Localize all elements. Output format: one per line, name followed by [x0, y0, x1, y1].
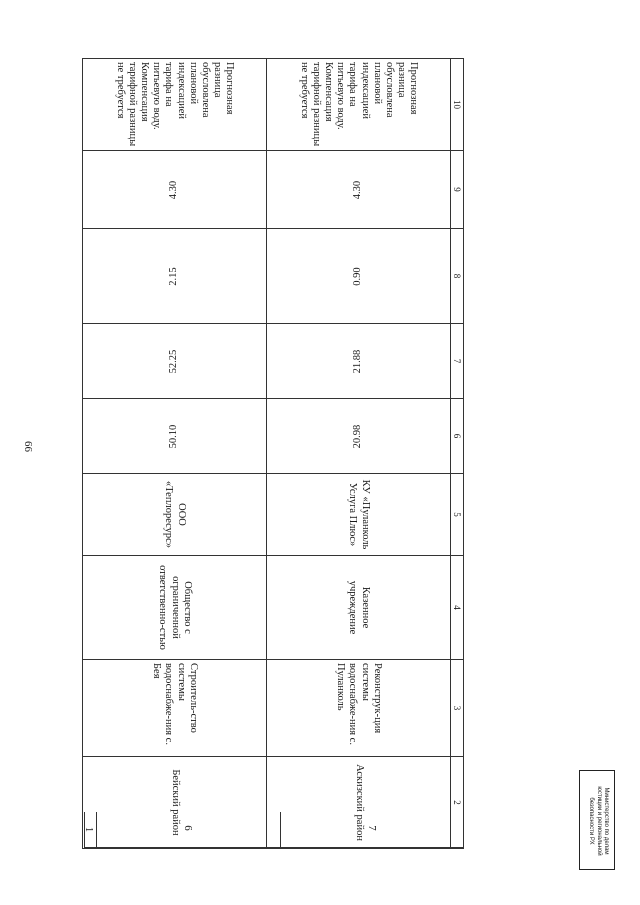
value-9-cell: 4.30 — [267, 151, 451, 229]
tariff-table — [84, 58, 464, 848]
column-number-3: 3 — [451, 660, 464, 757]
stamp-line: юстиции и региональной — [595, 786, 602, 856]
value-8-cell: 2.15 — [83, 229, 267, 324]
value-6-cell: 20.98 — [267, 399, 451, 474]
district-cell: Бейский район — [83, 757, 267, 849]
stamp-line: Министерство по делам — [603, 787, 610, 855]
registration-stamp — [579, 770, 615, 870]
org-type-cell: Общество с ограниченной ответственно-стью — [83, 556, 267, 660]
row-number-header-cell — [84, 812, 96, 848]
column-number-8: 8 — [451, 229, 464, 324]
value-9-cell: 4.30 — [83, 151, 267, 229]
value-8-cell: 0.90 — [267, 229, 451, 324]
org-type-cell: Казенное учреждение — [267, 556, 451, 660]
value-6-cell: 50.10 — [83, 399, 267, 474]
column-number-6: 6 — [451, 399, 464, 474]
value-7-cell: 52.25 — [83, 324, 267, 399]
project-cell: Строитель-ство системы водоснабже-ния с. Бея — [83, 660, 267, 757]
value-7-cell: 21.88 — [267, 324, 451, 399]
column-number-5: 5 — [451, 474, 464, 556]
column-number-row — [451, 59, 464, 849]
column-number-4: 4 — [451, 556, 464, 660]
column-number-2: 2 — [451, 757, 464, 849]
table-row — [83, 59, 267, 849]
note-cell: Прогнозная разница обусловлена плановой индексацией тарифа на питьевую воду. Компенсация тарифной разницы не требуется — [267, 59, 451, 151]
column-number-9: 9 — [451, 151, 464, 229]
project-cell: Реконструк-ция системы водоснабже-ния с. Пуланколь — [267, 660, 451, 757]
column-number-1: 1 — [83, 827, 94, 832]
org-name-cell: КУ «Пуланколь Услуга Плюс» — [267, 474, 451, 556]
column-number-7: 7 — [451, 324, 464, 399]
table-row — [267, 59, 451, 849]
stamp-line: безопасности РХ — [588, 797, 595, 845]
column-number-10: 10 — [451, 59, 464, 151]
row-number-strip — [84, 812, 464, 848]
row-number-cell — [280, 812, 464, 848]
page-number: 66 — [22, 441, 34, 452]
row-number: 7 — [365, 825, 378, 831]
org-name-cell: ООО «Теплоресурс» — [83, 474, 267, 556]
district-cell: Аскизский район — [267, 757, 451, 849]
row-number: 6 — [181, 825, 194, 831]
row-number-cell — [96, 812, 280, 848]
note-cell: Прогнозная разница обусловлена плановой индексацией тарифа на питьевую воду. Компенсация тарифной разницы не требуется — [83, 59, 267, 151]
